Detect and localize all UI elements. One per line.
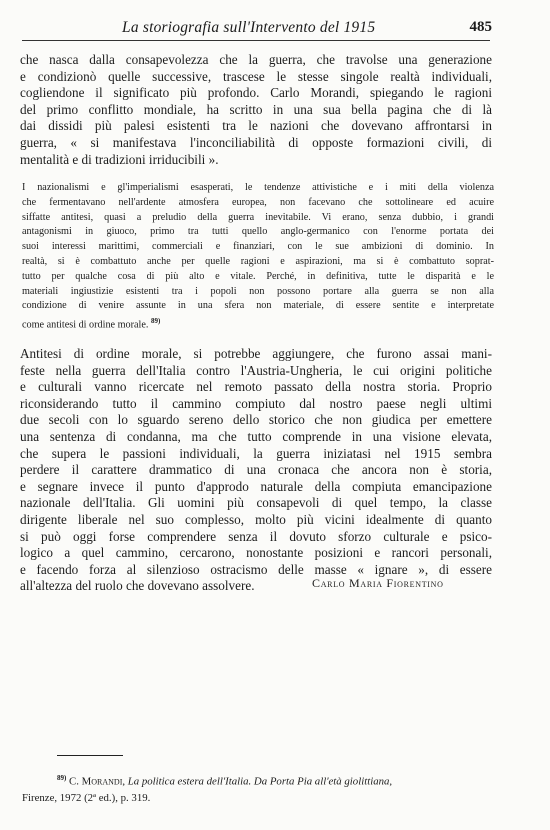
quote-line: tutto per qualche cosa di più alto e vitale. Perché, in definitiva, tutte le disparità e le: [22, 270, 494, 282]
text-line: una sentenza di condanna, ma che tutto comprende in una visione elevata,: [20, 428, 492, 444]
text-line: Antitesi di ordine morale, si potrebbe aggiungere, che furono assai mani-: [20, 346, 492, 361]
text-line: che nasca dalla consapevolezza che la guerra, che travolse una generazione: [20, 52, 492, 67]
text-line: cogliendone il significato più profondo. Carlo Morandi, spiegando le ragioni: [20, 85, 492, 101]
block-quote: [22, 181, 494, 333]
footnote-divider: [57, 755, 123, 756]
running-title: La storiografia sull'Intervento del 1915: [122, 19, 376, 36]
page-number: 485: [469, 19, 492, 35]
text-line: dai dissidi più palesi esistenti tra le nazioni che dovevano affrontarsi in: [20, 118, 492, 134]
footnote-line: [22, 770, 492, 790]
text-line: e culturali vanno ricercate nel remoto passato della nostra storia. Proprio: [20, 379, 492, 395]
text-line: nazionale dell'Italia. Gli uomini più consapevoli di quel tempo, la classe: [20, 495, 492, 511]
text-line: feste nella guerra dell'Italia contro l'Austria-Ungheria, le cui origini politiche: [20, 362, 492, 378]
quote-line: condizione di venire assunte in una sfera non materiale, di essere sentite e interpretate: [22, 300, 494, 312]
footnote-publication: Firenze, 1972 (2ª ed.), p. 319.: [22, 791, 151, 804]
text-line: perdere il carattere drammatico di una cronaca che ancora non è storia,: [20, 462, 492, 478]
author-signature: Carlo Maria Fiorentino: [312, 576, 444, 590]
text-line: e segnare invece il punto d'approdo naturale della compiuta emancipazione: [20, 478, 492, 494]
footnote: [22, 770, 492, 806]
text-line: riconsiderando tutto il cammino compiuto dal nostro paese negli ultimi: [20, 395, 492, 411]
footnote-work-title: La politica estera dell'Italia. Da Porta Pia all'età giolittiana,: [127, 775, 393, 788]
footnote-reference: 89): [151, 317, 161, 326]
text-line: e facendo forza al silenzioso ostracismo delle masse « ignare », di essere: [20, 561, 492, 577]
quote-line: suoi interessi marittimi, commerciali e finanziari, con le sue ambizioni di dominio. In: [22, 241, 494, 253]
footnote-author: C. Morandi,: [69, 775, 126, 788]
quote-line: siffatte antitesi, quasi a preludio della guerra inevitabile. Vi erano, senza dubbio, i grandi: [22, 211, 494, 223]
text-line: si può oggi forse comprendere senza il dovuto sforzo culturale e psico-: [20, 528, 492, 544]
text-line: logico a quel cammino, cercarono, nonostante posizioni e rancori personali,: [20, 545, 492, 561]
text-line: dirigente liberale nel suo complesso, molto più vicini idealmente di quanto: [20, 511, 492, 527]
text-line: guerra, « si manifestava l'inconciliabilità di opposte formazioni civili, di: [20, 134, 492, 150]
quote-last-text: come antitesi di ordine morale.: [22, 319, 149, 331]
quote-line: I nazionalismi e gl'imperialismi esasperati, le tendenze attivistiche e i miti della violenza: [22, 182, 494, 193]
quote-line: [22, 314, 494, 333]
quote-line: realtà, si è combattuto anche per quelle ragioni e aspirazioni, ma si è combattuto soprat-: [22, 255, 494, 267]
text-line: due secoli con lo sguardo sereno dello storico che non giudica per emettere: [20, 412, 492, 428]
quote-line: che fermentavano nell'ardente atmosfera europea, non facevano che sottolineare ed acuire: [22, 196, 494, 208]
running-header: [22, 18, 490, 41]
text-line: del primo conflitto mondiale, ha scritto in una sua bella pagina che di là: [20, 101, 492, 117]
text-line: e condizionò quelle successive, trascese le stesse singole realtà individuali,: [20, 68, 492, 84]
text-line: mentalità e di tradizioni irriducibili ».: [20, 151, 219, 167]
text-line: all'altezza del ruolo che dovevano assolvere.: [20, 578, 255, 594]
quote-line: antagonismi in giuoco, primo tra tutti quello anglo-germanico con l'enorme portata dei: [22, 226, 494, 238]
body-paragraph-1: [20, 52, 492, 168]
text-line: che supera le passioni individuali, la guerra iniziatasi nel 1915 sembra: [20, 445, 492, 461]
body-paragraph-2: [20, 346, 492, 595]
footnote-marker: 89): [57, 774, 67, 782]
quote-line: materiali ingiustizie esistenti tra i popoli non possono portare alla guerra se non alla: [22, 285, 494, 297]
